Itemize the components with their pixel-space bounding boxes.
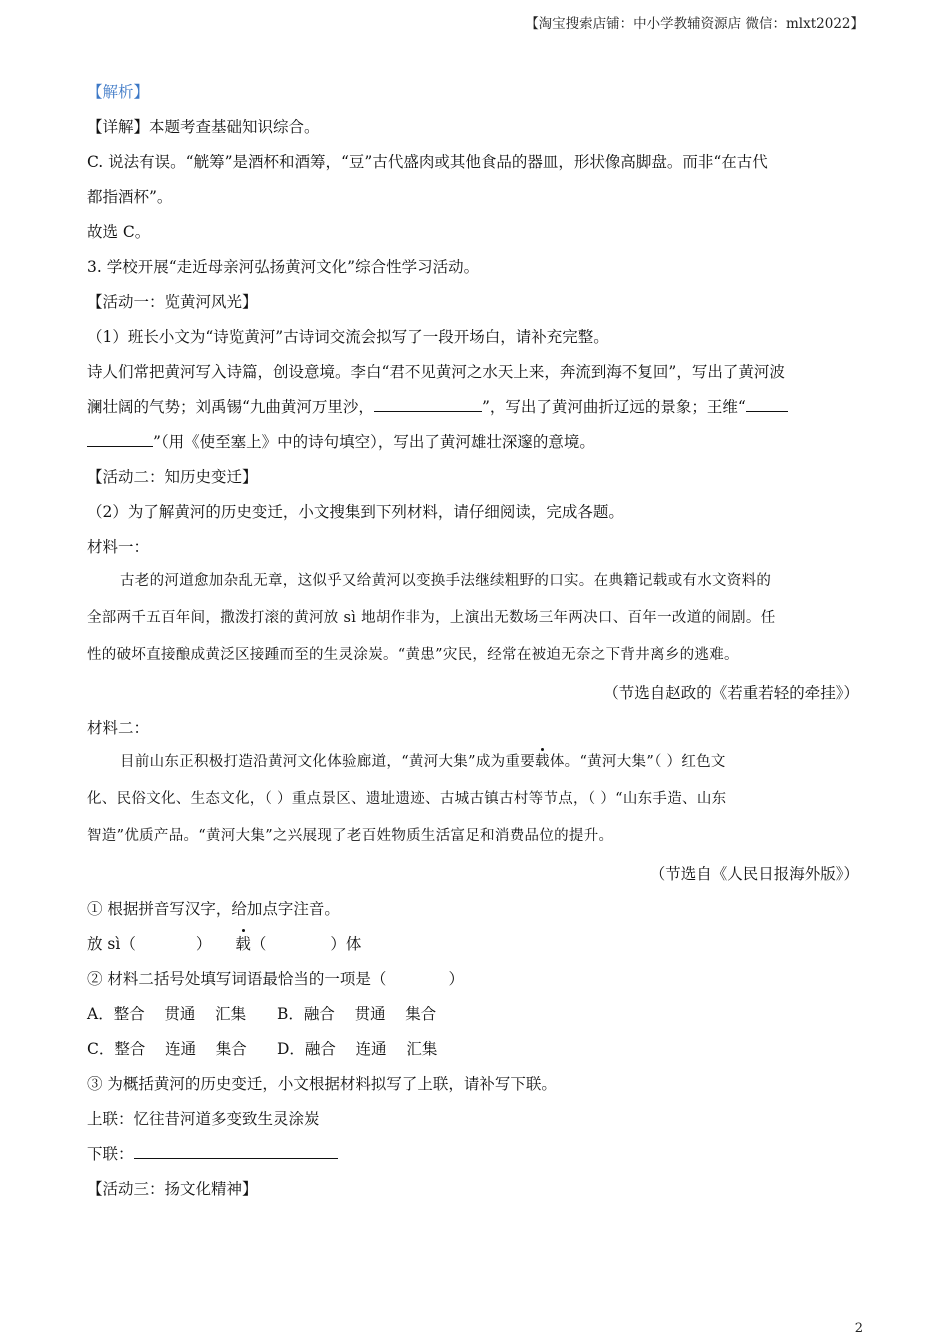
sub2-prompt-end: ） bbox=[448, 970, 464, 988]
sub2-prompt-text: ② 材料二括号处填写词语最恰当的一项是（ bbox=[87, 970, 387, 988]
sub1-part-a: 放 sì（ bbox=[87, 935, 136, 953]
dotted-character: 载 bbox=[535, 751, 550, 773]
material2-line1-text-b: 体。“黄河大集”（ ）红色文 bbox=[549, 754, 726, 770]
sub-question2-prompt bbox=[87, 967, 867, 991]
sub-question1-answer-line bbox=[87, 932, 867, 956]
question1-line3 bbox=[87, 430, 867, 454]
couplet-lower bbox=[87, 1142, 867, 1166]
sub-question3-prompt: ③ 为概括黄河的历史变迁，小文根据材料拟写了上联，请补写下联。 bbox=[87, 1075, 557, 1093]
sub1-dotted-character: 载 bbox=[235, 932, 251, 956]
option-c[interactable]: C．整合 连通 集合 bbox=[87, 1040, 247, 1058]
activity-one-heading: 【活动一：览黄河风光】 bbox=[87, 293, 258, 311]
question1-line2-text-a: 澜壮阔的气势；刘禹锡“九曲黄河万里沙， bbox=[87, 398, 374, 416]
sub1-part-c: （ bbox=[250, 935, 267, 953]
sub-question1-prompt: ① 根据拼音写汉字，给加点字注音。 bbox=[87, 900, 340, 918]
answer-blank-2-start[interactable] bbox=[746, 395, 788, 412]
question1-prompt: （1）班长小文为“诗览黄河”古诗词交流会拟写了一段开场白，请补充完整。 bbox=[87, 328, 609, 346]
analysis-tag: 【解析】 bbox=[87, 83, 150, 101]
material2-source: （节选自《人民日报海外版》） bbox=[649, 865, 859, 883]
material1-line1: 古老的河道愈加杂乱无章，这似乎又给黄河以变换手法继续粗野的口实。在典籍记载或有水文资料的 bbox=[120, 573, 772, 589]
material1-line3: 性的破坏直接酿成黄泛区接踵而至的生灵涂炭。“黄患”灾民，经常在被迫无奈之下背井离乡的逃难。 bbox=[87, 647, 739, 663]
analysis-explain-line1: C. 说法有误。“觥筹”是酒杯和酒筹，“豆”古代盛肉或其他食品的器皿，形状像高脚盘。而非“在古代 bbox=[87, 153, 768, 171]
material2-line1 bbox=[87, 751, 867, 773]
question2-prompt: （2）为了解黄河的历史变迁，小文搜集到下列材料，请仔细阅读，完成各题。 bbox=[87, 503, 624, 521]
analysis-explain-line2: 都指酒杯”。 bbox=[87, 188, 173, 206]
option-row-ab bbox=[87, 1002, 867, 1026]
material1-source: （节选自赵政的《若重若轻的牵挂》） bbox=[603, 684, 859, 702]
question1-line2 bbox=[87, 395, 867, 419]
page-number: 2 bbox=[854, 1321, 863, 1336]
material2-line1-text-a: 目前山东正积极打造沿黄河文化体验廊道，“黄河大集”成为重要 bbox=[120, 754, 536, 770]
answer-blank-2-end[interactable] bbox=[87, 430, 153, 447]
couplet-lower-label: 下联： bbox=[87, 1145, 134, 1163]
question-title: 3. 学校开展“走近母亲河弘扬黄河文化”综合性学习活动。 bbox=[87, 258, 480, 276]
material2-line3: 智造”优质产品。“黄河大集”之兴展现了老百姓物质生活富足和消费品位的提升。 bbox=[87, 828, 614, 844]
option-d[interactable]: D．融合 连通 汇集 bbox=[277, 1040, 438, 1058]
sub1-part-d: ）体 bbox=[330, 935, 362, 953]
option-b[interactable]: B．融合 贯通 集合 bbox=[277, 1005, 437, 1023]
material1-label: 材料一： bbox=[87, 538, 150, 556]
analysis-answer: 故选 C。 bbox=[87, 223, 151, 241]
question1-line1: 诗人们常把黄河写入诗篇，创设意境。李白“君不见黄河之水天上来，奔流到海不复回”，写出了黄河波 bbox=[87, 363, 785, 381]
material1-line2: 全部两千五百年间，撒泼打滚的黄河放 sì 地胡作非为，上演出无数场三年两决口、百年一改道的闹剧。任 bbox=[87, 610, 776, 626]
answer-blank-1[interactable] bbox=[374, 395, 482, 412]
question1-line3-text: ”（用《使至塞上》中的诗句填空），写出了黄河雄壮深邃的意境。 bbox=[153, 433, 595, 451]
couplet-upper: 上联：忆往昔河道多变致生灵涂炭 bbox=[87, 1110, 320, 1128]
page-header: 【淘宝搜索店铺：中小学教辅资源店 微信：mlxt2022】 bbox=[525, 16, 864, 32]
material2-line2: 化、民俗文化、生态文化，（ ）重点景区、遗址遗迹、古城古镇古村等节点，（ ）“山东手造、山东 bbox=[87, 791, 727, 807]
sub1-part-b: ） bbox=[195, 935, 212, 953]
couplet-answer-blank[interactable] bbox=[134, 1142, 338, 1159]
activity-two-heading: 【活动二：知历史变迁】 bbox=[87, 468, 258, 486]
document-body bbox=[87, 80, 867, 1212]
activity-three-heading: 【活动三：扬文化精神】 bbox=[87, 1180, 258, 1198]
question1-line2-text-b: ”，写出了黄河曲折辽远的景象；王维“ bbox=[481, 398, 746, 416]
analysis-detail: 【详解】本题考查基础知识综合。 bbox=[87, 118, 320, 136]
option-row-cd bbox=[87, 1037, 867, 1061]
option-a[interactable]: A．整合 贯通 汇集 bbox=[87, 1005, 247, 1023]
material2-label: 材料二： bbox=[87, 719, 150, 737]
